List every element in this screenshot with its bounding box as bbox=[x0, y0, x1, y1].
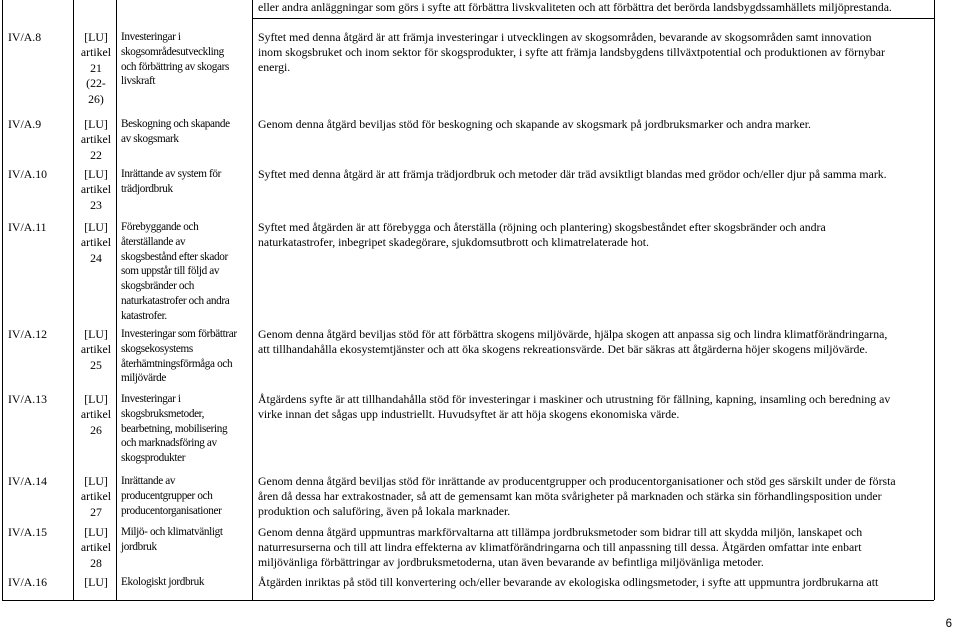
measure-name-line: katastrofer. bbox=[121, 309, 167, 322]
measure-description-line: Åtgärdens syfte är att tillhandahålla stöd för investeringar i maskiner och utrustning för fällning, kapning, insamling och beredning av bbox=[258, 392, 891, 406]
measure-article bbox=[78, 117, 114, 163]
measure-description bbox=[258, 117, 922, 132]
measure-description-line: Genom denna åtgärd beviljas stöd för att förbättra skogens miljövärde, hjälpa skogen att anpassa sig och lindra klimatförändringarna, bbox=[258, 327, 888, 341]
table-divider-code bbox=[73, 0, 74, 600]
measure-article-line: 25 bbox=[90, 357, 102, 372]
measure-article-line: artikel bbox=[80, 182, 112, 197]
measure-article-line: 21 bbox=[90, 60, 102, 75]
measure-description bbox=[258, 474, 922, 520]
measure-description bbox=[258, 30, 922, 76]
measure-name-line: Investeringar som förbättrar bbox=[121, 328, 237, 340]
continued-description: eller andra anläggningar som görs i syfte att förbättra livskvaliteten och att förbättra det berörda landsbygdssamhällets miljöprestanda. bbox=[258, 0, 892, 14]
measure-code: IV/A.9 bbox=[8, 117, 42, 131]
measure-article bbox=[78, 327, 114, 373]
measure-article bbox=[78, 167, 114, 213]
table-divider-article bbox=[116, 0, 117, 600]
measure-description-line: åren då dessa har extrakostnader, så att de gemensamt kan möta svårigheter på marknaden och stärka sin förhandlingsposition under bbox=[258, 489, 882, 504]
measure-name-line: jordbruk bbox=[121, 540, 157, 553]
measure-article-line: [LU] bbox=[84, 220, 108, 234]
measure-article-line: 26) bbox=[88, 91, 104, 106]
measure-name-line: producentgrupper och bbox=[121, 489, 213, 502]
measure-name-line: miljövärde bbox=[121, 372, 166, 385]
measure-article-line: artikel bbox=[80, 342, 112, 357]
measure-name-line: återhämtningsförmåga och bbox=[121, 357, 233, 370]
measure-name-line: trädjordbruk bbox=[121, 182, 173, 195]
measure-article-line: 22 bbox=[90, 147, 102, 162]
measure-name-line: Förebyggande och bbox=[121, 221, 199, 233]
measure-name bbox=[121, 117, 243, 147]
measure-description-line: Åtgärden inriktas på stöd till konvertering och/eller bevarande av ekologiska odlingsmetoder, i syfte att uppmuntra jordbrukarna att bbox=[258, 575, 879, 589]
table-bottom-line bbox=[2, 600, 934, 601]
measure-description-line: miljövänliga förbättringar av jordbruksmetoderna, utan även bevarande av befintliga miljövänliga metoder. bbox=[258, 555, 764, 570]
measure-name-line: skogsbränder och bbox=[121, 280, 195, 293]
measure-description-line: Syftet med åtgärden är att förebygga och återställa (röjning och plantering) skogsbeståndet efter skogsbränder och andra bbox=[258, 220, 826, 234]
measure-article-line: [LU] bbox=[84, 575, 108, 589]
measure-description-line: Syftet med denna åtgärd är att främja trädjordbruk och metoder där träd avsiktligt blandas med grödor och/eller djur på samma mark. bbox=[258, 167, 887, 181]
measure-name bbox=[121, 30, 243, 89]
measure-code: IV/A.8 bbox=[8, 30, 42, 44]
measure-name-line: Beskogning och skapande bbox=[121, 118, 230, 130]
measure-article bbox=[78, 525, 114, 571]
measure-description-line: produktion och saluföring, även på lokala marknader. bbox=[258, 504, 511, 519]
measure-article-line: artikel bbox=[80, 489, 112, 504]
page-number: 6 bbox=[945, 618, 952, 630]
measure-name-line: skogsbestånd efter skador bbox=[121, 250, 228, 263]
measure-article-line: artikel bbox=[80, 45, 112, 60]
measure-description bbox=[258, 525, 922, 571]
measure-name-line: producentorganisationer bbox=[121, 504, 222, 517]
measure-code: IV/A.10 bbox=[8, 167, 47, 181]
measure-article-line: artikel bbox=[80, 235, 112, 250]
measure-article-line: [LU] bbox=[84, 327, 108, 341]
measure-code: IV/A.12 bbox=[8, 327, 47, 341]
measure-name-line: Investeringar i bbox=[121, 393, 181, 405]
measure-article-line: [LU] bbox=[84, 167, 108, 181]
measure-article bbox=[78, 220, 114, 266]
measure-description-line: Syftet med denna åtgärd är att främja investeringar i utvecklingen av skogsområden, bevarande av skogsområden samt innovation bbox=[258, 30, 872, 44]
measure-code: IV/A.13 bbox=[8, 392, 47, 406]
measure-article bbox=[78, 30, 114, 107]
measure-name-line: Ekologiskt jordbruk bbox=[121, 576, 205, 588]
measure-article-line: (22- bbox=[86, 76, 106, 91]
measure-code: IV/A.11 bbox=[8, 220, 47, 234]
measure-article-line: 24 bbox=[90, 250, 102, 265]
measure-article-line: 27 bbox=[90, 504, 102, 519]
measure-description bbox=[258, 167, 922, 182]
measure-article-line: artikel bbox=[80, 540, 112, 555]
measure-name-line: bearbetning, mobilisering bbox=[121, 422, 228, 435]
measure-article-line: artikel bbox=[80, 132, 112, 147]
measure-article-line: [LU] bbox=[84, 117, 108, 131]
measure-article bbox=[78, 575, 114, 590]
measure-name-line: Miljö- och klimatvänligt bbox=[121, 526, 223, 538]
measure-name bbox=[121, 525, 243, 555]
measure-description-line: Genom denna åtgärd uppmuntras markförvaltarna att tillämpa jordbruksmetoder som bidrar till att skydda miljön, lanskapet och bbox=[258, 525, 863, 539]
measure-name-line: och förbättring av skogars bbox=[121, 60, 230, 73]
measure-article-line: 23 bbox=[90, 197, 102, 212]
measure-code: IV/A.16 bbox=[8, 575, 47, 589]
measure-description-line: naturkatastrofer, inbegripet skadegörare, sjukdomsutbrott och klimatrelaterade hot. bbox=[258, 235, 649, 250]
measure-name bbox=[121, 167, 243, 197]
measure-name-line: och marknadsföring av bbox=[121, 437, 217, 450]
measure-description bbox=[258, 575, 922, 590]
measure-name bbox=[121, 392, 243, 466]
measure-name bbox=[121, 220, 243, 324]
measure-article-line: [LU] bbox=[84, 30, 108, 44]
measure-name-line: Investeringar i bbox=[121, 31, 181, 43]
measure-name bbox=[121, 327, 243, 386]
measure-description bbox=[258, 392, 922, 422]
measure-name-line: skogsprodukter bbox=[121, 452, 186, 465]
measure-description-line: Genom denna åtgärd beviljas stöd för beskogning och skapande av skogsmark på jordbruksmarker och andra marker. bbox=[258, 117, 811, 131]
measure-description-line: inom skogsbruket och inom sektor för skogsprodukter, i syfte att främja landsbygdens tillväxtpotential och produktionen av förnybar bbox=[258, 45, 885, 60]
measure-name-line: Inrättande av bbox=[121, 475, 176, 487]
measure-name-line: som uppstår till följd av bbox=[121, 265, 220, 278]
measure-code: IV/A.14 bbox=[8, 474, 47, 488]
measure-name-line: skogsekosystems bbox=[121, 342, 193, 355]
measure-description-line: virke innan det sågas upp industriellt. Huvudsyftet är att höja skogens ekonomiska värde. bbox=[258, 407, 680, 422]
measure-name-line: livskraft bbox=[121, 75, 156, 88]
measure-description bbox=[258, 220, 922, 250]
measure-article-line: [LU] bbox=[84, 392, 108, 406]
measure-article-line: artikel bbox=[80, 407, 112, 422]
measure-name-line: återställande av bbox=[121, 235, 186, 248]
table-header-line bbox=[252, 18, 934, 19]
table-divider-name bbox=[252, 0, 253, 600]
measure-description bbox=[258, 327, 922, 357]
measure-name bbox=[121, 575, 243, 590]
measure-description-line: Genom denna åtgärd beviljas stöd för inrättande av producentgrupper och producentorganisationer och stöd ges särskilt under de första bbox=[258, 474, 896, 488]
measure-article bbox=[78, 474, 114, 520]
table-border-left bbox=[2, 0, 3, 600]
measure-description-line: naturresurserna och till att lindra effekterna av klimatförändringarna och till anpassning till dessa. Åtgärden omfattar inte enbart bbox=[258, 540, 862, 555]
measure-article bbox=[78, 392, 114, 438]
measure-article-line: 28 bbox=[90, 555, 102, 570]
measure-name-line: av skogsmark bbox=[121, 132, 179, 145]
measure-name-line: skogsbruksmetoder, bbox=[121, 407, 205, 420]
measure-article-line: [LU] bbox=[84, 474, 108, 488]
measure-description-line: energi. bbox=[258, 60, 291, 75]
measure-name-line: naturkatastrofer och andra bbox=[121, 294, 230, 307]
measure-name-line: skogsområdesutveckling bbox=[121, 45, 224, 58]
measure-article-line: [LU] bbox=[84, 525, 108, 539]
measure-article-line: 26 bbox=[90, 422, 102, 437]
table-border-right bbox=[934, 0, 935, 600]
measure-name-line: Inrättande av system för bbox=[121, 168, 222, 180]
measure-code: IV/A.15 bbox=[8, 525, 47, 539]
measure-name bbox=[121, 474, 243, 518]
measure-description-line: att tillhandahålla ekosystemtjänster och att öka skogens rekreationsvärde. Det bär säkras att åtgärderna höjer skogens miljövärde. bbox=[258, 342, 868, 357]
